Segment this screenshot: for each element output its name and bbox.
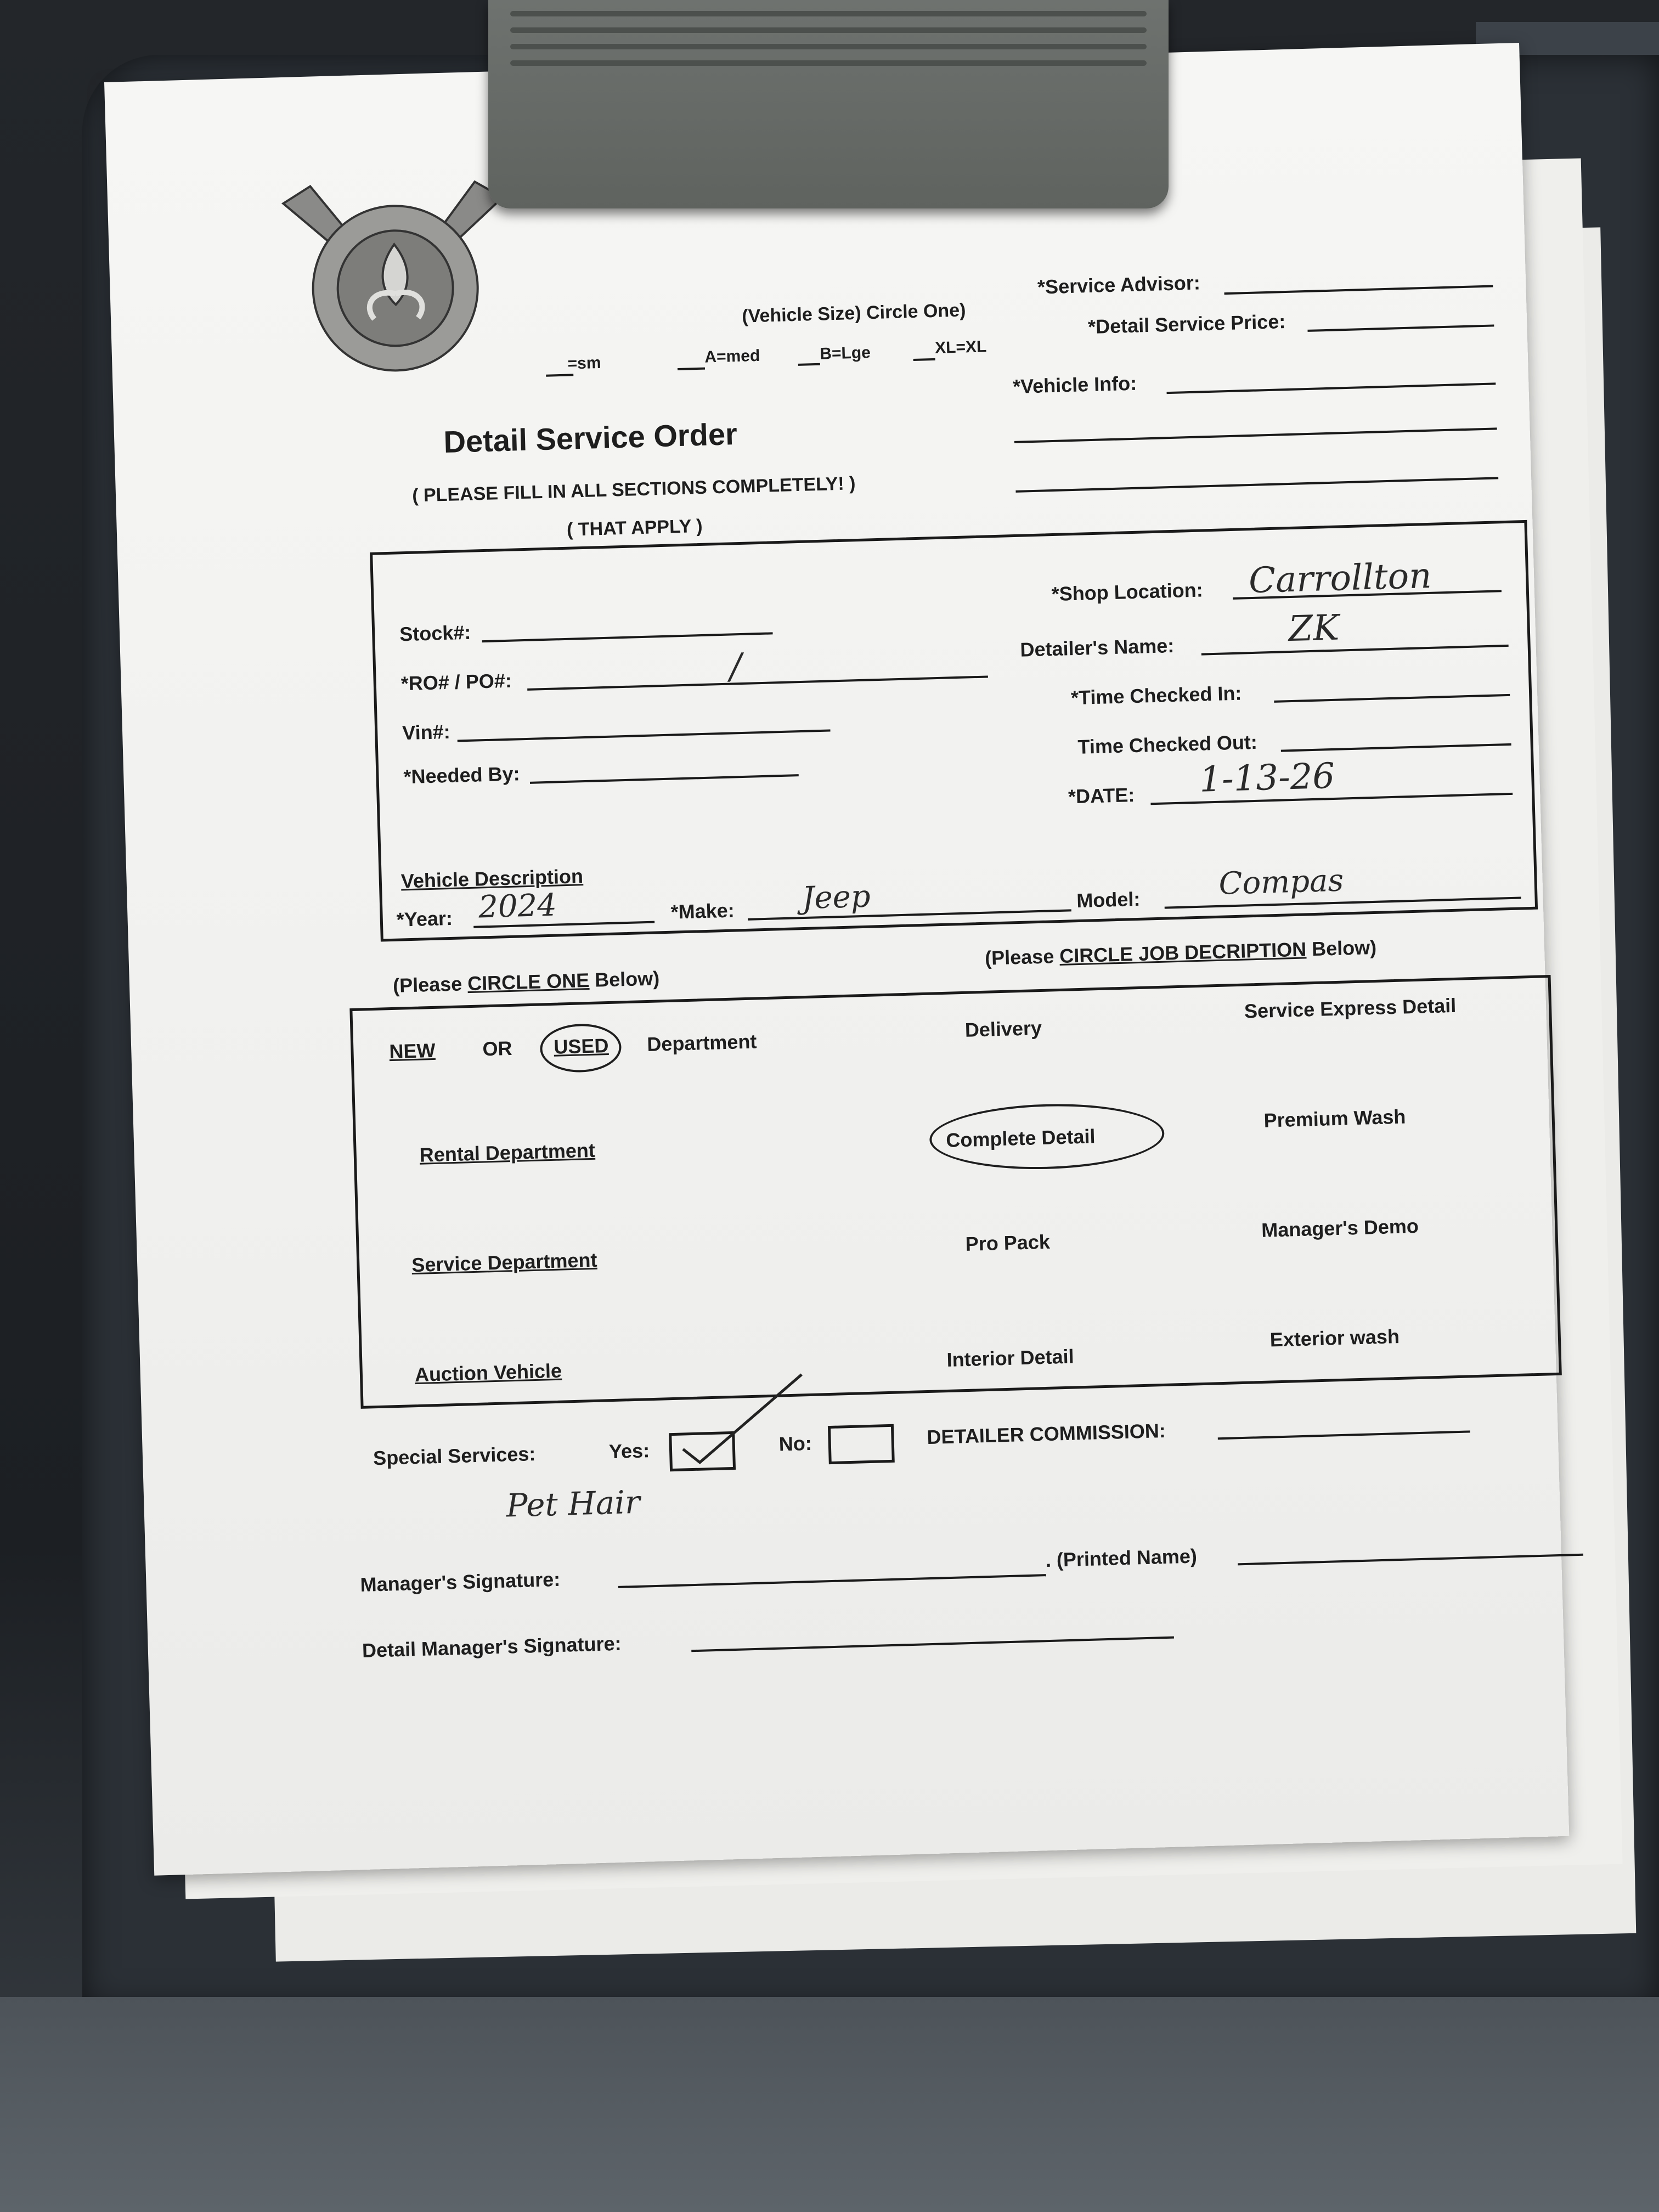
service-advisor-label: *Service Advisor: [1037,271,1201,298]
vin-label: Vin#: [402,720,451,744]
detail-price-label: *Detail Service Price: [1087,310,1286,338]
detail-price-field[interactable] [1307,324,1494,331]
size-option-xl[interactable]: XL=XL [934,337,987,357]
detailer-name-label: Detailer's Name: [1019,634,1175,661]
dept-auction[interactable]: Auction Vehicle [414,1359,562,1386]
special-services-label: Special Services: [373,1442,536,1470]
vehicle-info-field-2[interactable] [1014,427,1497,443]
shop-location-value: Carrollton [1248,555,1432,602]
tray-surface [0,1997,1659,2212]
job-premium-wash[interactable]: Premium Wash [1263,1105,1406,1132]
vehicle-info-field-3[interactable] [1015,477,1498,493]
vehicle-info-field[interactable] [1167,382,1496,394]
vehicle-size-label: (Vehicle Size) Circle One) [741,300,966,327]
clipboard-clip [488,0,1169,208]
vehicle-info-label: *Vehicle Info: [1012,371,1137,398]
detailer-commission-label: DETAILER COMMISSION: [926,1419,1166,1449]
dept-new[interactable]: NEW [388,1039,436,1063]
circle-one-label: (Please CIRCLE ONE Below) [392,967,660,997]
ro-po-label: *RO# / PO#: [400,669,512,695]
time-in-label: *Time Checked In: [1070,681,1242,709]
time-out-label: Time Checked Out: [1077,730,1258,758]
job-complete-detail[interactable]: Complete Detail [945,1125,1096,1152]
dept-used[interactable]: USED [553,1034,609,1058]
make-value: Jeep [802,878,871,917]
job-exterior-wash[interactable]: Exterior wash [1269,1324,1400,1351]
form-title: Detail Service Order [443,416,738,459]
manager-signature-field[interactable] [618,1574,1046,1588]
special-no-checkbox[interactable] [828,1424,895,1464]
detailer-commission-field[interactable] [1218,1430,1470,1440]
detail-manager-signature-label: Detail Manager's Signature: [362,1632,622,1662]
make-label: *Make: [670,899,735,923]
size-option-sm[interactable]: =sm [567,353,601,373]
dept-department: Department [646,1030,757,1056]
job-description-label: (Please CIRCLE JOB DECRIPTION Below) [984,935,1377,969]
printed-name-label: . (Printed Name) [1045,1544,1198,1572]
dept-or: OR [482,1036,513,1060]
year-label: *Year: [396,906,453,931]
stock-label: Stock#: [399,620,471,646]
size-option-med[interactable]: A=med [704,346,760,366]
manager-signature-label: Manager's Signature: [360,1567,561,1596]
detail-manager-signature-field[interactable] [691,1637,1174,1652]
ro-po-value: / [729,646,742,687]
job-interior-detail[interactable]: Interior Detail [946,1345,1075,1372]
year-value: 2024 [478,887,557,926]
vehicle-description-heading: Vehicle Description [400,865,584,893]
dept-service[interactable]: Service Department [411,1248,598,1277]
instruction-fill-all: ( PLEASE FILL IN ALL SECTIONS COMPLETELY! ) [411,473,856,506]
special-yes-label: Yes: [608,1439,650,1463]
needed-by-label: *Needed By: [403,762,521,788]
instruction-that-apply: ( THAT APPLY ) [566,515,703,540]
special-services-note: Pet Hair [505,1483,641,1525]
printed-name-field[interactable] [1238,1554,1583,1566]
job-pro-pack[interactable]: Pro Pack [965,1230,1051,1255]
job-managers-demo[interactable]: Manager's Demo [1261,1214,1419,1242]
detailer-name-value: ZK [1288,607,1340,650]
model-label: Model: [1076,887,1141,912]
detail-service-order-form [104,43,1569,1876]
job-service-express[interactable]: Service Express Detail [1244,994,1457,1023]
date-value: 1-13-26 [1199,755,1336,800]
model-value: Compas [1218,862,1345,902]
job-delivery[interactable]: Delivery [964,1016,1042,1041]
dept-rental[interactable]: Rental Department [419,1138,596,1166]
special-no-label: No: [778,1431,812,1455]
service-advisor-field[interactable] [1224,285,1493,295]
dealership-seal-logo [266,164,524,380]
date-label: *DATE: [1068,783,1135,808]
shop-location-label: *Shop Location: [1051,578,1204,606]
size-option-lge[interactable]: B=Lge [819,343,871,363]
